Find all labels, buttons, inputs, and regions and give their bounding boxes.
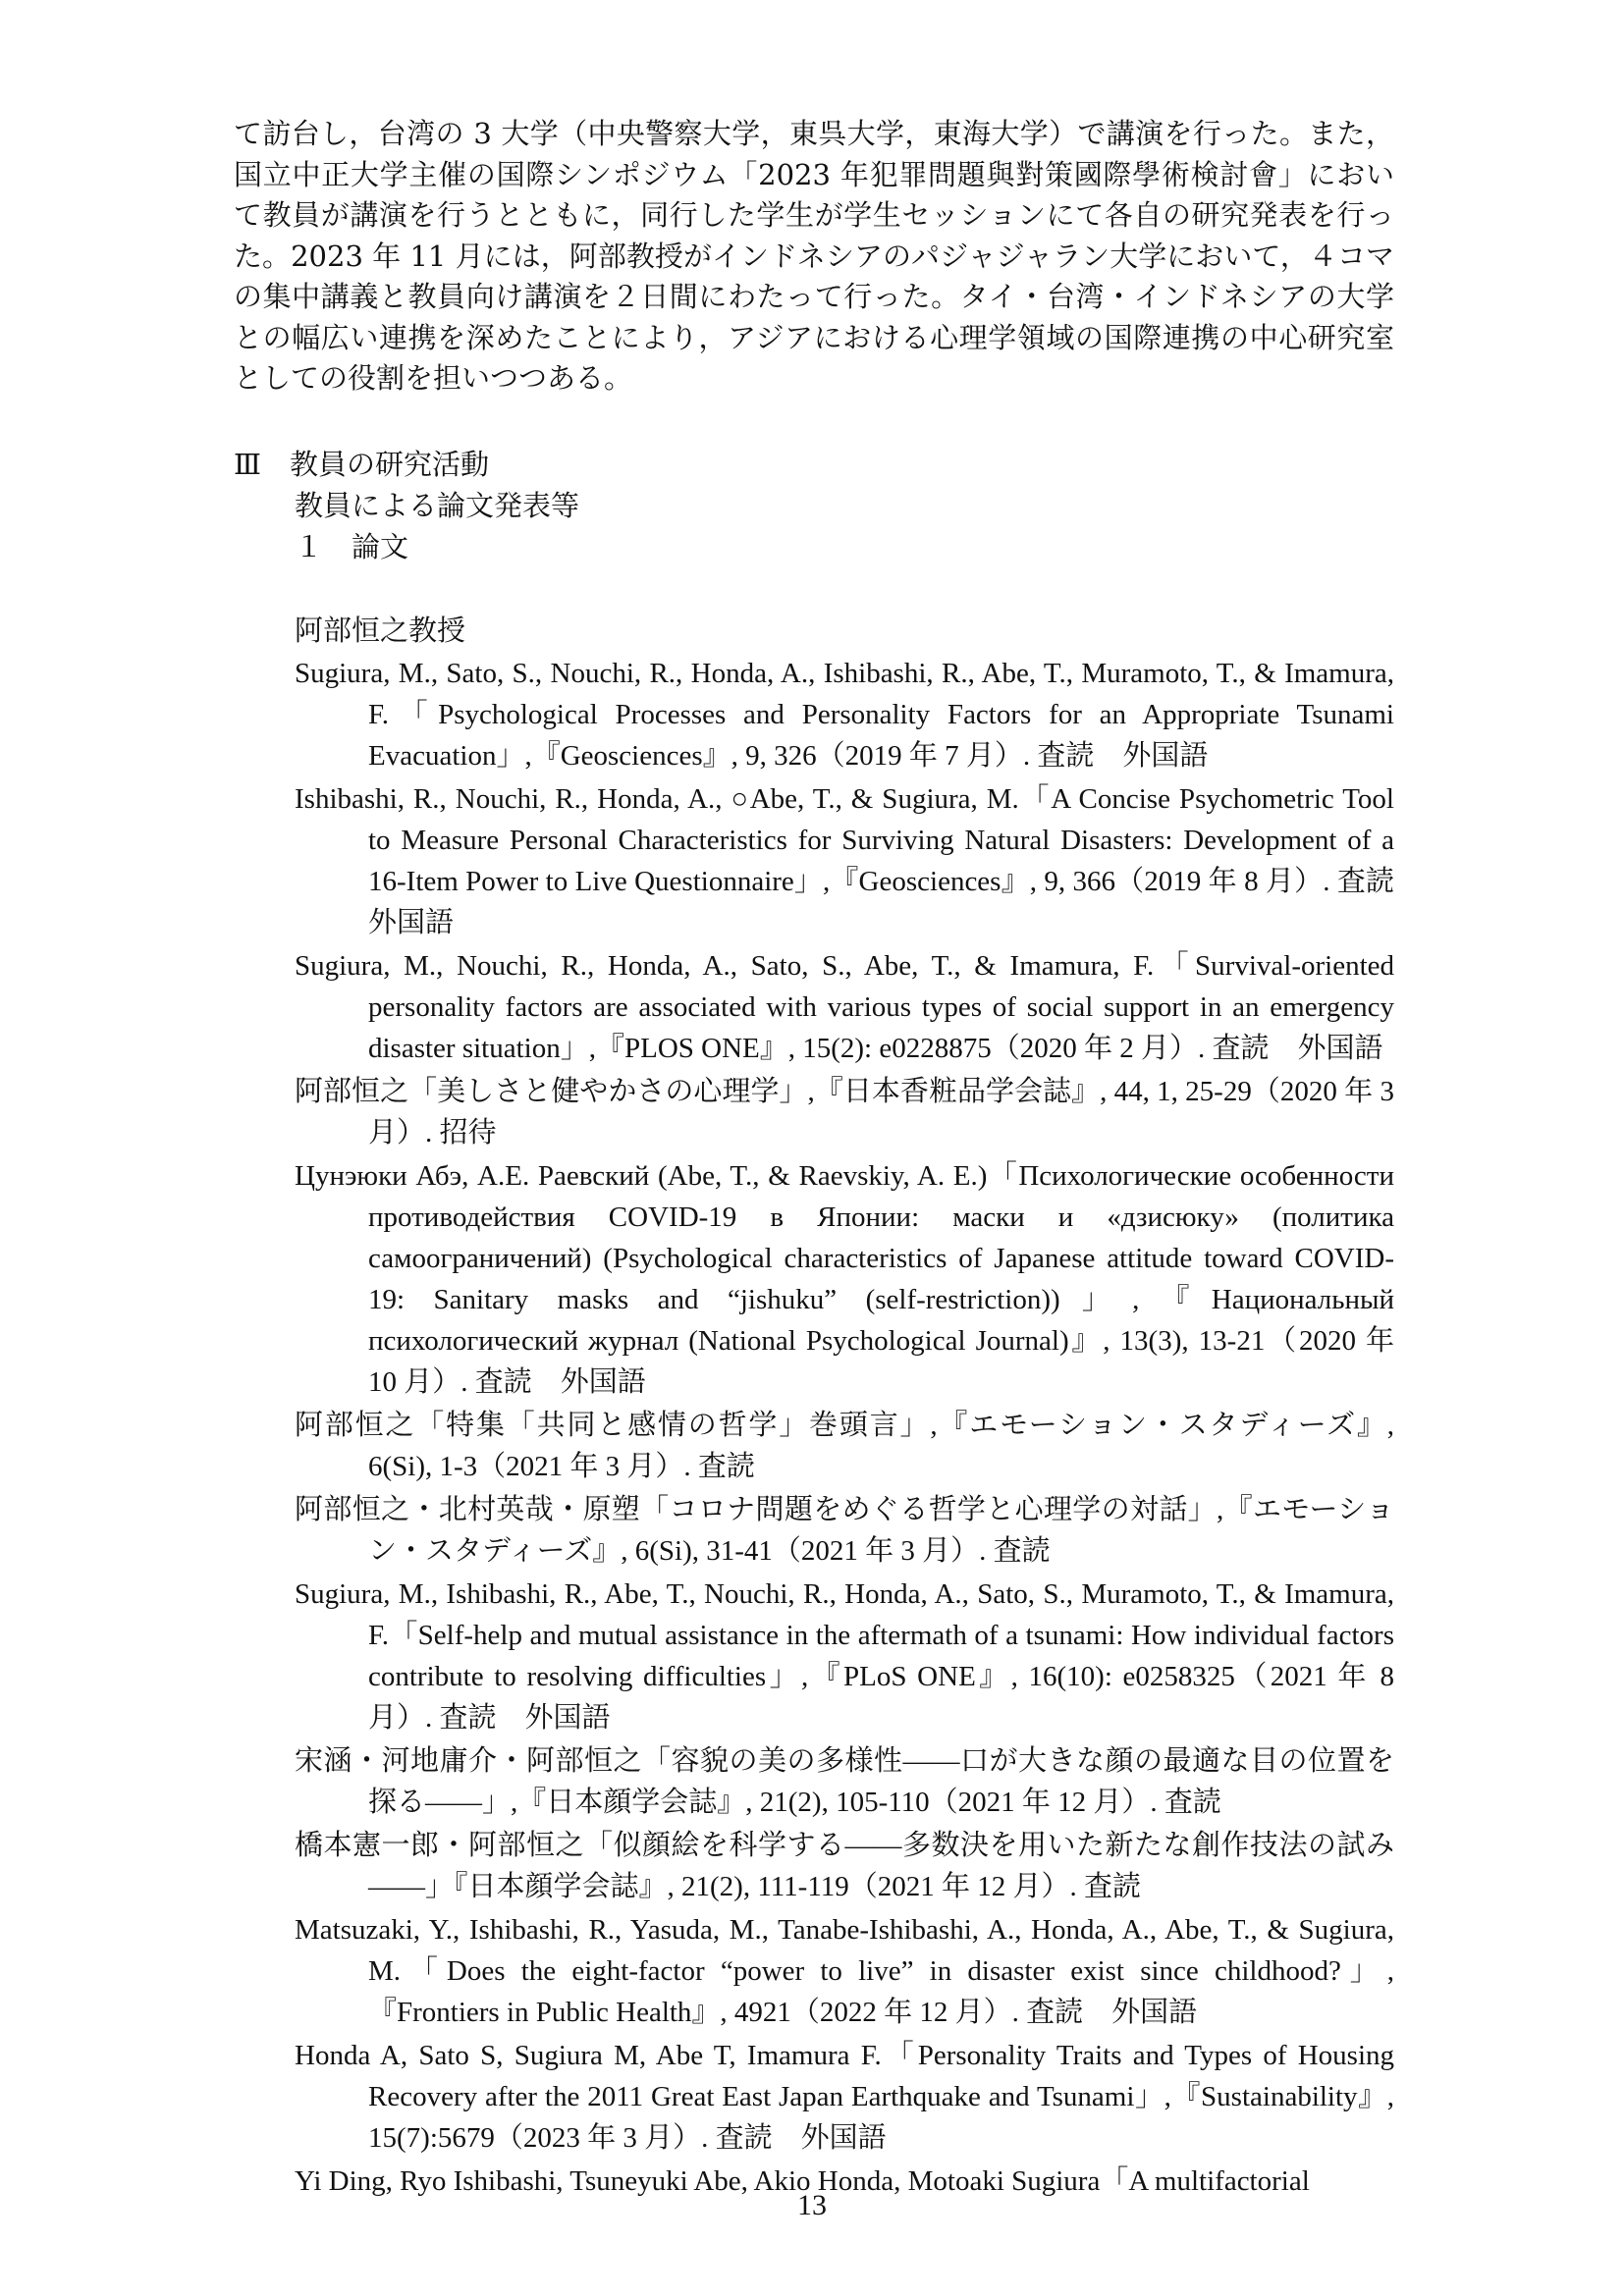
intro-paragraph: て訪台し，台湾の 3 大学（中央警察大学，東呉大学，東海大学）で講演を行った。また，国立中正大学主催の国際シンポジウム「2023 年犯罪問題與對策國際學術検討會」において教員が講演を行うとともに，同行した学生が学生セッションにて各自の研究発表を行った。2023 年 11 月には，阿部教授がインドネシアのパジャジャラン大学において，４コマの集中講義と教員向け講演を２日間にわたって行った。タイ・台湾・インドネシアの大学との幅広い連携を深めたことにより，アジアにおける心理学領域の国際連携の中心研究室としての役割を担いつつある。 xyxy=(234,117,1394,395)
reference-item: Yi Ding, Ryo Ishibashi, Tsuneyuki Abe, Akio Honda, Motoaki Sugiura「A multifactorial xyxy=(295,2165,1310,2197)
reference-item: 阿部恒之「特集「共同と感情の哲学」巻頭言」,『エモーション・スタディーズ』, 6(Si), 1-3（2021 年 3 月）. 査読 xyxy=(295,1410,1394,1482)
reference-item: 宋涵・河地庸介・阿部恒之「容貌の美の多様性――口が大きな顔の最適な目の位置を探る――」,『日本顔学会誌』, 21(2), 105-110（2021 年 12 月）. 査読 xyxy=(295,1745,1394,1818)
reference-item: Matsuzaki, Y., Ishibashi, R., Yasuda, M., Tanabe-Ishibashi, A., Honda, A., Abe, T., & Sugiura, M.「Does the eight-factor “power to live” in disaster exist since childhood?」,『Frontiers in Public Health』, 4921（2022 年 12 月）. 査読 外国語 xyxy=(295,1914,1394,2028)
page-number: 13 xyxy=(797,2189,827,2221)
author-heading: 阿部恒之教授 xyxy=(295,614,466,647)
reference-list xyxy=(295,653,1424,2204)
section-heading: Ⅲ 教員の研究活動 xyxy=(234,448,489,481)
reference-item: Цунэюки Абэ, А.Е. Раевский (Abe, T., & Raevskiy, A. E.)「Психологические особенности противодействия COVID-19 в Японии: маски и «дзисюку» (политика самоограничений) (Psychological characteristics of Japanese attitude toward COVID-19: Sanitary masks and “jishuku” (self-restriction))」,『Национальный психологический журнал (National Psychological Journal)』, 13(3), 13-21（2020 年 10 月）. 査読 外国語 xyxy=(295,1160,1394,1398)
reference-item: Sugiura, M., Sato, S., Nouchi, R., Honda, A., Ishibashi, R., Abe, T., Muramoto, T., & Imamura, F.「Psychological Processes and Personality Factors for an Appropriate Tsunami Evacuation」,『Geosciences』, 9, 326（2019 年 7 月）. 査読 外国語 xyxy=(295,658,1394,772)
reference-item: 阿部恒之・北村英哉・原塑「コロナ問題をめぐる哲学と心理学の対話」,『エモーション・スタディーズ』, 6(Si), 31-41（2021 年 3 月）. 査読 xyxy=(295,1494,1394,1567)
reference-item: Ishibashi, R., Nouchi, R., Honda, A., ○Abe, T., & Sugiura, M.「A Concise Psychometric Tool to Measure Personal Characteristics for Surviving Natural Disasters: Development of a 16-Item Power to Live Questionnaire」,『Geosciences』, 9, 366（2019 年 8 月）. 査読 外国語 xyxy=(295,783,1424,938)
section-subsubheading: １ 論文 xyxy=(295,530,409,563)
reference-item: 橋本憲一郎・阿部恒之「似顔絵を科学する――多数決を用いた新たな創作技法の試み――」『日本顔学会誌』, 21(2), 111-119（2021 年 12 月）. 査読 xyxy=(295,1830,1394,1902)
section-subheading: 教員による論文発表等 xyxy=(295,489,580,522)
reference-item: Sugiura, M., Ishibashi, R., Abe, T., Nouchi, R., Honda, A., Sato, S., Muramoto, T., & Imamura, F.「Self-help and mutual assistance in the aftermath of a tsunami: How individual factors contribute to resolving difficulties」,『PLoS ONE』, 16(10): e0258325（2021 年 8 月）. 査読 外国語 xyxy=(295,1578,1394,1734)
reference-item: 阿部恒之「美しさと健やかさの心理学」,『日本香粧品学会誌』, 44, 1, 25-29（2020 年 3 月）. 招待 xyxy=(295,1076,1394,1148)
reference-item: Sugiura, M., Nouchi, R., Honda, A., Sato, S., Abe, T., & Imamura, F.「Survival-oriented personality factors are associated with various types of social support in an emergency disaster situation」,『PLOS ONE』, 15(2): e0228875（2020 年 2 月）. 査読 外国語 xyxy=(295,950,1394,1064)
reference-item: Honda A, Sato S, Sugiura M, Abe T, Imamura F.「Personality Traits and Types of Housing Recovery after the 2011 Great East Japan Earthquake and Tsunami」,『Sustainability』, 15(7):5679（2023 年 3 月）. 査読 外国語 xyxy=(295,2040,1394,2154)
